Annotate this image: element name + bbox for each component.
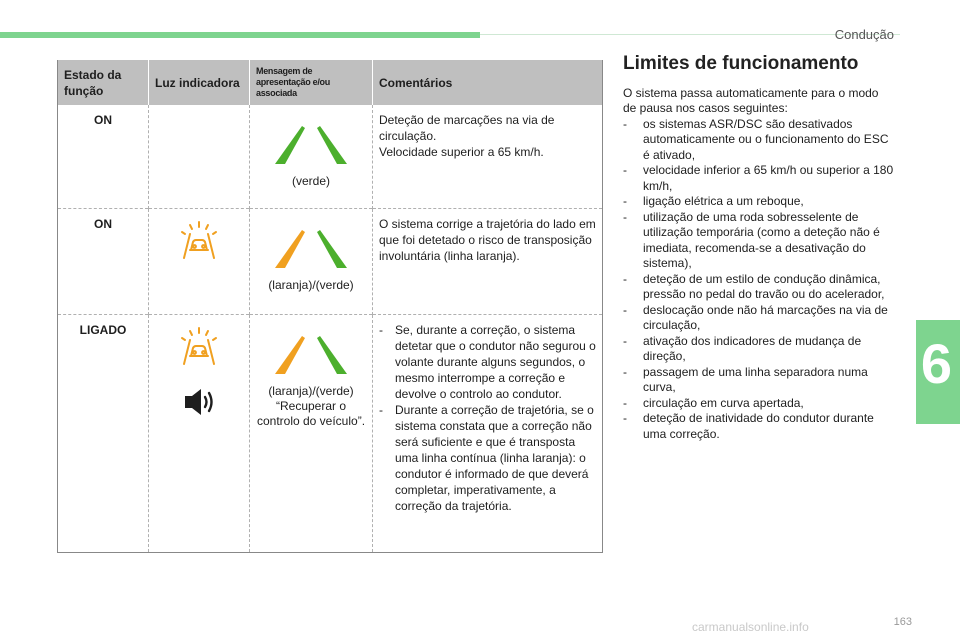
lamp-caption: (verde): [291, 174, 330, 188]
comment-list: [379, 322, 596, 514]
message-cell: [250, 208, 373, 314]
list-item: - circulação em curva apertada,: [623, 396, 895, 412]
display-message: “Recuperar o controlo do veículo”.: [256, 398, 366, 428]
list-item: - utilização de uma roda sobresselente de utilização temporária (como a deteção não é imediata, recomenda-se a desativação do sistema),: [623, 210, 895, 272]
chapter-number: 6: [920, 332, 952, 395]
list-item: - Durante a correção de trajetória, se o sistema constata que a correção não será suficiente e que é transposta uma linha contínua (linha laranja): o condutor é informado de que deverá completar, imperativamente, a correção da trajetória.: [379, 402, 596, 514]
list-item: - os sistemas ASR/DSC são desativados automaticamente ou o funcionamento do ESC é ativado,: [623, 117, 895, 164]
speaker-sound-icon: [179, 384, 219, 420]
list-item: - passagem de uma linha separadora numa curva,: [623, 365, 895, 396]
lamp-caption: (laranja)/(verde): [268, 383, 354, 398]
table-row: [58, 314, 603, 552]
lane-lines-orange-green-icon: [271, 222, 351, 270]
table-row: [58, 208, 603, 314]
list-item: - ligação elétrica a um reboque,: [623, 194, 895, 210]
list-item: - velocidade inferior a 65 km/h ou superior a 180 km/h,: [623, 163, 895, 194]
list-item: - deteção de um estilo de condução dinâmica, pressão no pedal do travão ou do acelerador,: [623, 272, 895, 303]
lane-keeping-orange-warning-icon: [176, 324, 222, 370]
message-cell: [250, 314, 373, 552]
limits-intro: O sistema passa automaticamente para o modo de pausa nos casos seguintes:: [623, 85, 879, 115]
message-cell: [250, 105, 373, 208]
section-title: Condução: [834, 27, 894, 42]
lamp-caption: (laranja)/(verde): [268, 277, 354, 292]
list-item: - deslocação onde não há marcações na via de circulação,: [623, 303, 895, 334]
header-accent-bar: [0, 32, 480, 38]
comment-cell: O sistema corrige a trajetória do lado em que foi detetado o risco de transposição involuntária (linha laranja).: [379, 216, 596, 263]
watermark: carmanualsonline.info: [692, 620, 809, 634]
state-cell: LIGADO: [58, 314, 149, 552]
header-state: Estado da função: [58, 60, 149, 105]
header-comments: Comentários: [373, 60, 603, 105]
lamp-cell: [149, 314, 250, 552]
lane-lines-green-icon: [271, 118, 351, 166]
list-item: - ativação dos indicadores de mudança de direção,: [623, 334, 895, 365]
table-row: [58, 105, 603, 208]
lane-keeping-orange-warning-icon: [176, 218, 222, 264]
page-number: 163: [893, 616, 912, 628]
lamp-cell: [149, 105, 250, 208]
function-status-table: [57, 60, 603, 553]
lamp-cell: [149, 208, 250, 314]
list-item: - deteção de inatividade do condutor durante uma correção.: [623, 411, 895, 442]
header-message: Mensagem de apresentação e/ou associada: [250, 60, 373, 105]
limits-title: Limites de funcionamento: [623, 53, 859, 74]
lane-lines-orange-green-icon: [271, 328, 351, 376]
list-item: - Se, durante a correção, o sistema detetar que o condutor não segurou o volante durante alguns segundos, o mesmo interrompe a correção e devolve o controlo ao condutor.: [379, 322, 596, 402]
state-cell: ON: [58, 105, 149, 208]
limits-section: [623, 53, 895, 442]
limits-list: [623, 117, 895, 443]
comment-cell: Deteção de marcações na via de circulação. Velocidade superior a 65 km/h.: [379, 113, 555, 159]
comment-cell: [373, 314, 603, 552]
state-cell: ON: [58, 208, 149, 314]
table-header-row: [58, 60, 603, 105]
header-lamp: Luz indicadora: [149, 60, 250, 105]
